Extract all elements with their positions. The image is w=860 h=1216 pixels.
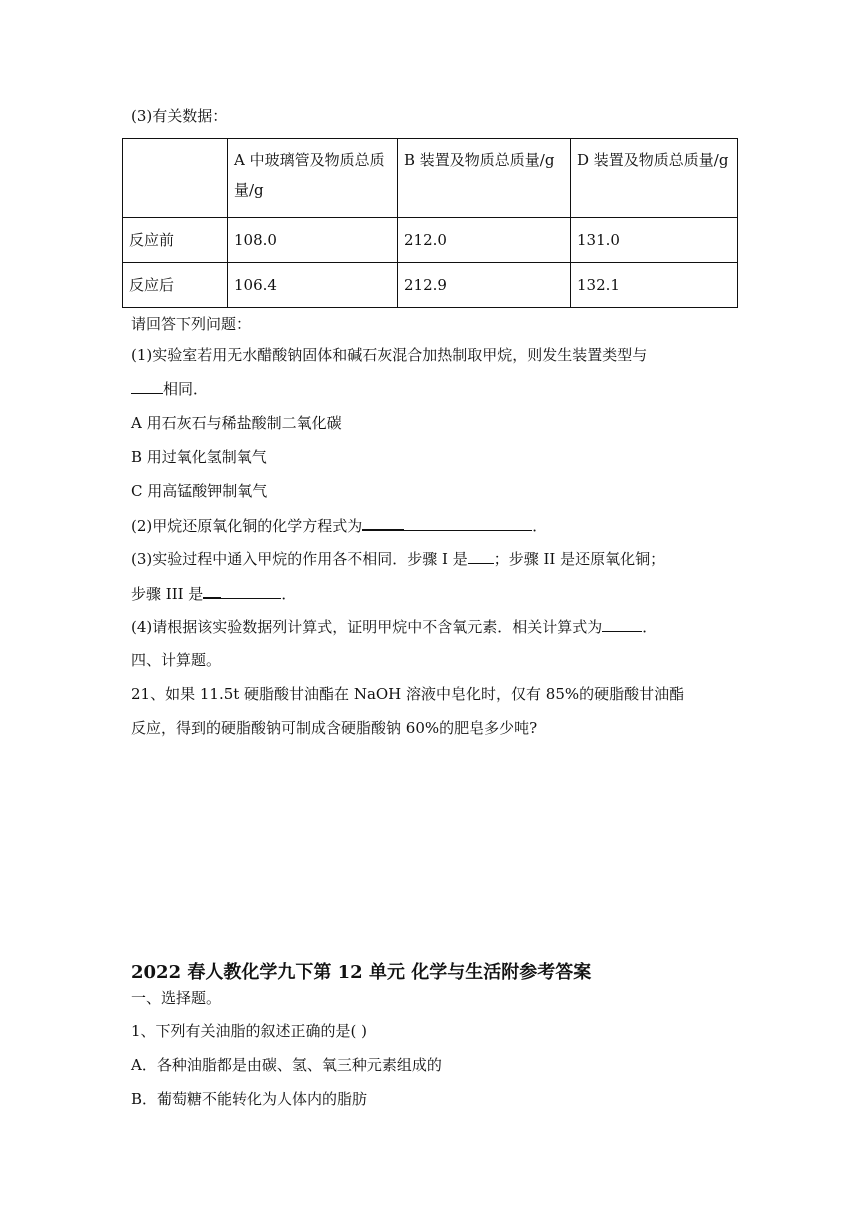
option-a: A 用石灰石与稀盐酸制二氧化碳	[131, 414, 342, 432]
question-3-line-2-suffix: ．	[281, 585, 297, 603]
table-cell: 212.9	[398, 263, 571, 308]
question-3-line-2-prefix: 步骤 III 是	[131, 585, 204, 603]
section-1-heading: 一、选择题。	[131, 989, 222, 1007]
question-21-line-2: 反应，得到的硬脂酸钠可制成含硬脂酸钠 60%的肥皂多少吨?	[131, 719, 538, 737]
table-cell: 106.4	[228, 263, 398, 308]
answer-1-option-b: B．葡萄糖不能转化为人体内的脂肪	[131, 1090, 368, 1108]
answer-prompt: 请回答下列问题：	[131, 315, 252, 333]
answer-blank[interactable]	[362, 515, 404, 531]
table-cell: 131.0	[571, 218, 738, 263]
question-4-suffix: ．	[642, 618, 658, 636]
table-cell: 反应后	[123, 263, 228, 308]
table-cell: 108.0	[228, 218, 398, 263]
question-3-part-2: ；步骤 II 是还原氧化铜；	[493, 550, 666, 568]
table-header-row	[123, 139, 738, 218]
table-row	[123, 263, 738, 308]
table-header-cell	[123, 139, 228, 218]
question-4-prefix: (4)请根据该实验数据列计算式，证明甲烷中不含氧元素．相关计算式为	[131, 618, 603, 636]
table-cell: 212.0	[398, 218, 571, 263]
section-3-label: (3)有关数据：	[131, 107, 228, 125]
question-2	[131, 515, 547, 536]
table-cell: 132.1	[571, 263, 738, 308]
table-header-cell: D 装置及物质总质量/g	[571, 139, 738, 218]
question-3-part-1: (3)实验过程中通入甲烷的作用各不相同．步骤 I 是	[131, 550, 468, 568]
question-4	[131, 617, 657, 637]
answer-blank[interactable]	[404, 516, 532, 531]
question-3-line-1	[131, 549, 665, 569]
answer-blank[interactable]	[203, 583, 221, 599]
table-header-cell: A 中玻璃管及物质总质量/g	[228, 139, 398, 218]
question-1-suffix: 相同．	[163, 380, 209, 398]
question-2-prefix: (2)甲烷还原氧化铜的化学方程式为	[131, 517, 363, 535]
answer-1-question: 1、下列有关油脂的叙述正确的是( )	[131, 1022, 368, 1040]
table-header-cell: B 装置及物质总质量/g	[398, 139, 571, 218]
answer-blank[interactable]	[602, 617, 642, 632]
question-1-line-2	[131, 379, 208, 399]
table-row	[123, 218, 738, 263]
question-2-suffix: ．	[532, 517, 548, 535]
question-21-line-1: 21、如果 11.5t 硬脂酸甘油酯在 NaOH 溶液中皂化时，仅有 85%的硬脂酸甘油酯	[131, 685, 685, 703]
option-b: B 用过氧化氢制氧气	[131, 448, 267, 466]
table-cell: 反应前	[123, 218, 228, 263]
answer-1-option-a: A．各种油脂都是由碳、氢、氧三种元素组成的	[131, 1056, 442, 1074]
question-3-line-2	[131, 583, 296, 604]
question-1-line-1: (1)实验室若用无水醋酸钠固体和碱石灰混合加热制取甲烷，则发生装置类型与	[131, 346, 648, 364]
answer-blank[interactable]	[468, 549, 494, 564]
section-4-heading: 四、计算题。	[131, 651, 222, 669]
answers-title: 2022 春人教化学九下第 12 单元 化学与生活附参考答案	[131, 962, 592, 983]
answer-blank[interactable]	[221, 584, 281, 599]
data-table	[122, 138, 738, 308]
option-c: C 用高锰酸钾制氧气	[131, 482, 268, 500]
answer-blank[interactable]	[131, 379, 163, 394]
